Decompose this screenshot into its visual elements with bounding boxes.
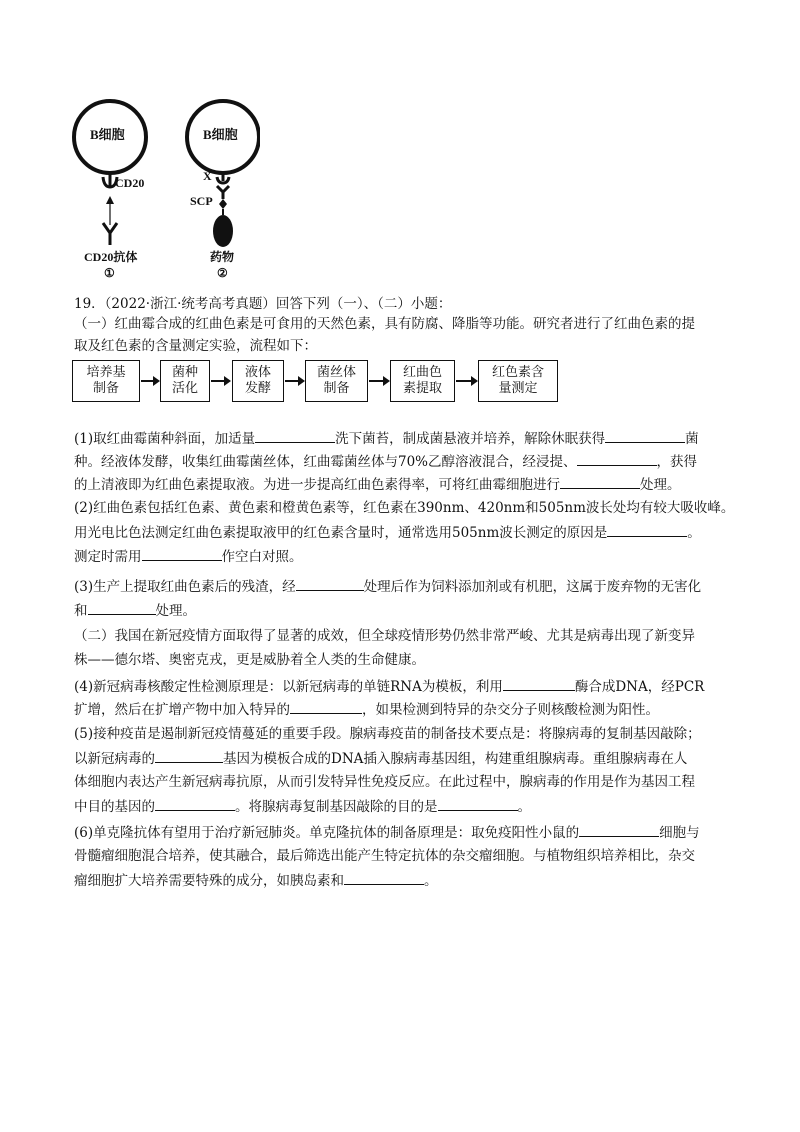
flow-arrow-3 [285, 380, 303, 382]
flow-chart [72, 360, 572, 410]
q6-blank-1[interactable] [579, 822, 659, 837]
cd20-antibody-label: CD20抗体 [84, 250, 138, 264]
figure-num-1: ① [104, 266, 115, 280]
x-label: X [203, 169, 212, 183]
q1-blank-3[interactable] [577, 451, 657, 466]
flow-step-1: 培养基 制备 [72, 360, 140, 402]
q5-line1: (5)接种疫苗是遏制新冠疫情蔓延的重要手段。腺病毒疫苗的制备技术要点是：将腺病毒的复制基因敲除； [74, 726, 701, 742]
q6-line2: 骨髓瘤细胞混合培养，使其融合，最后筛选出能产生特定抗体的杂交瘤细胞。与植物组织培养相比，杂交 [74, 848, 695, 864]
q2-blank-2[interactable] [142, 546, 222, 561]
flow-arrow-2 [211, 380, 229, 382]
q3-line1: (3)生产上提取红曲色素后的残渣，经 处理后作为饲料添加剂或有机肥，这属于废弃物的无害化 [74, 576, 754, 597]
flow-step-3: 液体 发酵 [232, 360, 284, 402]
part2-intro-line1: （二）我国在新冠疫情方面取得了显著的成效，但全球疫情形势仍然非常严峻、尤其是病毒出现了新变异 [74, 628, 695, 644]
q2-line1: (2)红曲色素包括红色素、黄色素和橙黄色素等，红色素在390nm、420nm和505nm波长处均有较大吸收峰。 [74, 500, 735, 516]
q1-blank-4[interactable] [560, 474, 640, 489]
cd20-antibody-icon [103, 223, 117, 245]
flow-step-6: 红色素含 量测定 [478, 360, 558, 402]
part1-intro-line2: 取及红色素的含量测定实验，流程如下： [74, 338, 317, 354]
q1-blank-2[interactable] [605, 428, 685, 443]
q5-line2: 以新冠病毒的 基因为模板合成的DNA插入腺病毒基因组，构建重组腺病毒。重组腺病毒在人 [74, 748, 754, 769]
q6-blank-2[interactable] [344, 870, 424, 885]
q1-blank-1[interactable] [255, 428, 335, 443]
q1-line2: 种。经液体发酵，收集红曲霉菌丝体，红曲霉菌丝体与70%乙醇溶液混合，经浸提、 ，获得 [74, 451, 754, 472]
flow-step-2: 菌种 活化 [160, 360, 210, 402]
flow-step-4: 菌丝体 制备 [305, 360, 368, 402]
q5-blank-1[interactable] [155, 748, 223, 763]
question-title: 19．（2022·浙江·统考高考真题）回答下列（一）、（二）小题： [74, 296, 452, 312]
drug-icon [213, 215, 233, 247]
part1-intro-line1: （一）红曲霉合成的红曲色素是可食用的天然色素，具有防腐、降脂等功能。研究者进行了红曲色素的提 [74, 316, 695, 332]
drug-label: 药物 [210, 250, 235, 264]
q4-line2: 扩增，然后在扩增产物中加入特异的 ，如果检测到特异的杂交分子则核酸检测为阳性。 [74, 699, 754, 720]
q1-line3: 的上清液即为红曲色素提取液。为进一步提高红曲色素得率，可将红曲霉细胞进行 处理。 [74, 474, 754, 495]
q6-line1: (6)单克隆抗体有望用于治疗新冠肺炎。单克隆抗体的制备原理是：取免疫阳性小鼠的 细胞与 [74, 822, 754, 843]
figure-num-2: ② [217, 266, 228, 280]
q6-line3: 瘤细胞扩大培养需要特殊的成分，如胰岛素和 。 [74, 870, 754, 891]
flow-arrow-4 [369, 380, 388, 382]
flow-arrow-5 [456, 380, 476, 382]
scp-antibody-icon [217, 186, 229, 199]
cd20-label: CD20 [115, 176, 145, 190]
q4-blank-1[interactable] [503, 676, 575, 691]
q2-blank-1[interactable] [607, 522, 687, 537]
part2-intro-line2: 株——德尔塔、奥密克戎，更是威胁着全人类的生命健康。 [74, 652, 425, 668]
flow-arrow-1 [141, 380, 158, 382]
b-cell-1-label: B细胞 [90, 127, 125, 142]
q5-blank-2[interactable] [155, 796, 235, 811]
q5-line4: 中目的基因的 。将腺病毒复制基因敲除的目的是 。 [74, 796, 754, 817]
scp-linker [219, 199, 227, 209]
b-cell-2-label: B细胞 [203, 127, 238, 142]
q2-line2: 用光电比色法测定红曲色素提取液甲的红色素含量时，通常选用505nm波长测定的原因是 。 [74, 522, 754, 543]
q5-line3: 体细胞内表达产生新冠病毒抗原，从而引发特异性免疫反应。在此过程中，腺病毒的作用是作为基因工程 [74, 774, 695, 790]
b-cell-diagram [60, 95, 260, 280]
scp-label: SCP [190, 194, 213, 208]
q3-blank-1[interactable] [296, 576, 364, 591]
q4-blank-2[interactable] [290, 699, 362, 714]
q3-blank-2[interactable] [88, 600, 156, 615]
q1-line1: (1)取红曲霉菌种斜面，加适量 洗下菌苔，制成菌悬液并培养，解除休眠获得 菌 [74, 428, 754, 449]
q2-line3: 测定时需用 作空白对照。 [74, 546, 754, 567]
q3-line2: 和 处理。 [74, 600, 754, 621]
q4-line1: (4)新冠病毒核酸定性检测原理是：以新冠病毒的单链RNA为模板，利用 酶合成DNA，经PCR [74, 676, 754, 697]
flow-step-5: 红曲色 素提取 [390, 360, 455, 402]
q5-blank-3[interactable] [438, 796, 518, 811]
